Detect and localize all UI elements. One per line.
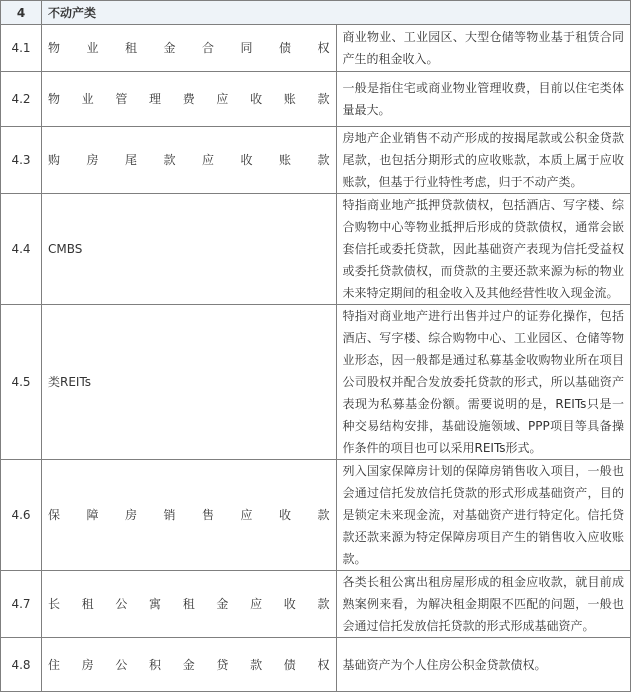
row-number: 4.7 <box>1 571 42 638</box>
table-row <box>1 25 631 72</box>
table-row <box>1 460 631 571</box>
row-description: 房地产企业销售不动产形成的按揭尾款或公积金贷款尾款，也包括分期形式的应收账款，本质上属于应收账款，但基于行业特性考虑，归于不动产类。 <box>336 127 631 194</box>
row-number: 4.5 <box>1 305 42 460</box>
row-name: 物业管理费应收账款 <box>42 72 337 127</box>
row-description: 商业物业、工业园区、大型仓储等物业基于租赁合同产生的租金收入。 <box>336 25 631 72</box>
row-description: 基础资产为个人住房公积金贷款债权。 <box>336 638 631 692</box>
table-row <box>1 571 631 638</box>
row-description: 一般是指住宅或商业物业管理收费，目前以住宅类体量最大。 <box>336 72 631 127</box>
row-number: 4.2 <box>1 72 42 127</box>
table-row <box>1 127 631 194</box>
row-number: 4.4 <box>1 194 42 305</box>
row-number: 4.6 <box>1 460 42 571</box>
table-row <box>1 194 631 305</box>
section-title: 不动产类 <box>42 1 631 25</box>
section-header-row <box>1 1 631 25</box>
row-name: 购房尾款应收账款 <box>42 127 337 194</box>
table-row <box>1 638 631 692</box>
row-number: 4.3 <box>1 127 42 194</box>
table-row <box>1 305 631 460</box>
row-name: 保障房销售应收款 <box>42 460 337 571</box>
row-name: 住房公积金贷款债权 <box>42 638 337 692</box>
row-description: 特指商业地产抵押贷款债权，包括酒店、写字楼、综合购物中心等物业抵押后形成的贷款债权，通常会嵌套信托或委托贷款，因此基础资产表现为信托受益权或委托贷款债权，而贷款的主要还款来源为标的物业未来特定期间的租金收入及其他经营性收入现金流。 <box>336 194 631 305</box>
row-description: 特指对商业地产进行出售并过户的证券化操作，包括酒店、写字楼、综合购物中心、工业园区、仓储等物业形态，因一般都是通过私募基金收购物业所在项目公司股权并配合发放委托贷款的形式，所以基础资产表现为私募基金份额。需要说明的是，REITs只是一种交易结构安排，基础设施领域、PPP项目等具备操作条件的项目也可以采用REITs形式。 <box>336 305 631 460</box>
row-description: 列入国家保障房计划的保障房销售收入项目，一般也会通过信托发放信托贷款的形式形成基础资产，目的是锁定未来现金流，对基础资产进行特定化。信托贷款还款来源为特定保障房项目产生的销售收入应收账款。 <box>336 460 631 571</box>
row-name: 物业租金合同债权 <box>42 25 337 72</box>
row-number: 4.8 <box>1 638 42 692</box>
row-name: CMBS <box>42 194 337 305</box>
row-name: 类REITs <box>42 305 337 460</box>
row-description: 各类长租公寓出租房屋形成的租金应收款，就目前成熟案例来看，为解决租金期限不匹配的问题，一般也会通过信托发放信托贷款的形式形成基础资产。 <box>336 571 631 638</box>
table-row <box>1 72 631 127</box>
row-name: 长租公寓租金应收款 <box>42 571 337 638</box>
section-number: 4 <box>1 1 42 25</box>
row-number: 4.1 <box>1 25 42 72</box>
